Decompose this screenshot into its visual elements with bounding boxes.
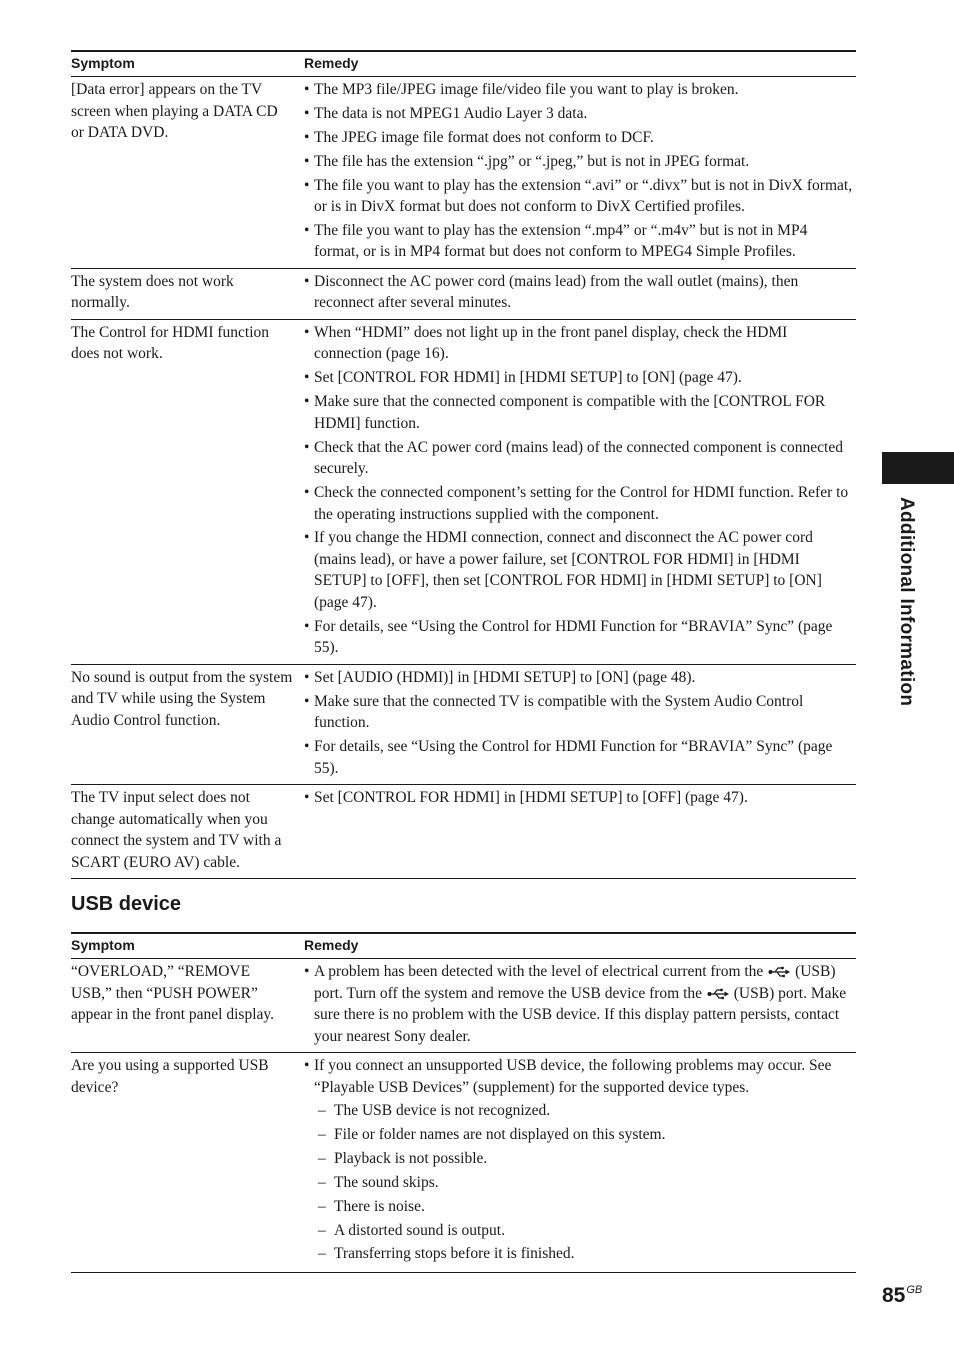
remedy-item: • Check that the AC power cord (mains lead) of the connected component is connected securely. [304, 437, 856, 480]
page-number [882, 1284, 922, 1308]
remedy-cell [304, 268, 856, 319]
sub-item: – The sound skips. [304, 1172, 856, 1194]
troubleshooting-table-hdmi [71, 50, 856, 879]
remedy-item: • The file you want to play has the extension “.avi” or “.divx” but is not in DivX format, or is in DivX format but does not conform to DivX Certified profiles. [304, 175, 856, 218]
sub-item: – Playback is not possible. [304, 1148, 856, 1170]
remedy-cell [304, 959, 856, 1053]
table-row [71, 785, 856, 879]
symptom-header: Symptom [71, 933, 304, 959]
table-header-row [71, 933, 856, 959]
remedy-item: • Disconnect the AC power cord (mains lead) from the wall outlet (mains), then reconnect after several minutes. [304, 271, 856, 314]
symptom-header: Symptom [71, 51, 304, 77]
remedy-item: • For details, see “Using the Control for HDMI Function for “BRAVIA” Sync” (page 55). [304, 736, 856, 779]
sub-item-list [304, 1100, 856, 1265]
table-row [71, 268, 856, 319]
sub-item: – Transferring stops before it is finished. [304, 1243, 856, 1265]
remedy-list [304, 79, 856, 263]
symptom-cell: Are you using a supported USB device? [71, 1053, 304, 1273]
section-title-usb-device: USB device [71, 893, 182, 916]
remedy-item: • Make sure that the connected component is compatible with the [CONTROL FOR HDMI] function. [304, 391, 856, 434]
section-tab-marker [882, 452, 954, 484]
remedy-item: • Make sure that the connected TV is compatible with the System Audio Control function. [304, 691, 856, 734]
sub-item: – File or folder names are not displayed on this system. [304, 1124, 856, 1146]
section-tab-label: Additional Information [896, 497, 917, 707]
usb-icon [768, 966, 790, 978]
remedy-header: Remedy [304, 933, 856, 959]
remedy-item: • When “HDMI” does not light up in the front panel display, check the HDMI connection (page 16). [304, 322, 856, 365]
symptom-cell: [Data error] appears on the TV screen when playing a DATA CD or DATA DVD. [71, 77, 304, 269]
sub-item: – The USB device is not recognized. [304, 1100, 856, 1122]
table-header-row [71, 51, 856, 77]
remedy-item: • The file you want to play has the extension “.mp4” or “.m4v” but is not in MP4 format, or is in MP4 format but does not conform to MPEG4 Simple Profiles. [304, 220, 856, 263]
remedy-item: • For details, see “Using the Control for HDMI Function for “BRAVIA” Sync” (page 55). [304, 616, 856, 659]
troubleshooting-table-usb [71, 932, 856, 1273]
remedy-item: • The file has the extension “.jpg” or “.jpeg,” but is not in JPEG format. [304, 151, 856, 173]
sub-item: – There is noise. [304, 1196, 856, 1218]
symptom-cell: The TV input select does not change automatically when you connect the system and TV with a SCART (EURO AV) cable. [71, 785, 304, 879]
remedy-list [304, 961, 856, 1047]
table-row [71, 959, 856, 1053]
remedy-list [304, 1055, 856, 1098]
remedy-cell [304, 77, 856, 269]
remedy-item: • Set [CONTROL FOR HDMI] in [HDMI SETUP] to [OFF] (page 47). [304, 787, 856, 809]
symptom-cell: No sound is output from the system and TV while using the System Audio Control function. [71, 664, 304, 784]
table-row [71, 1053, 856, 1273]
remedy-list [304, 787, 856, 809]
remedy-list [304, 271, 856, 314]
symptom-cell: The Control for HDMI function does not work. [71, 319, 304, 664]
remedy-text: (USB) port. Make sure there is no problem with the USB device. If this display pattern persists, contact your nearest Sony dealer. [314, 984, 847, 1045]
symptom-cell: “OVERLOAD,” “REMOVE USB,” then “PUSH POWER” appear in the front panel display. [71, 959, 304, 1053]
remedy-cell [304, 785, 856, 879]
remedy-text: If you connect an unsupported USB device, the following problems may occur. See “Playable USB Devices” (supplement) for the supported device types. [314, 1057, 832, 1096]
page-content [71, 50, 856, 1273]
remedy-item: • The JPEG image file format does not conform to DCF. [304, 127, 856, 149]
remedy-item: • If you change the HDMI connection, connect and disconnect the AC power cord (mains lead), or have a power failure, set [CONTROL FOR HDMI] in [HDMI SETUP] to [OFF], then set [CONTROL FOR HDMI] in [HDMI SETUP] to [ON] (page 47). [304, 527, 856, 613]
remedy-item: • The MP3 file/JPEG image file/video file you want to play is broken. [304, 79, 856, 101]
table-row [71, 664, 856, 784]
table-row [71, 77, 856, 269]
remedy-text: A problem has been detected with the level of electrical current from the [314, 963, 764, 981]
remedy-list [304, 322, 856, 659]
symptom-cell: The system does not work normally. [71, 268, 304, 319]
remedy-cell [304, 664, 856, 784]
remedy-item: • The data is not MPEG1 Audio Layer 3 data. [304, 103, 856, 125]
remedy-item: • Set [AUDIO (HDMI)] in [HDMI SETUP] to [ON] (page 48). [304, 667, 856, 689]
remedy-item [304, 961, 856, 1047]
remedy-cell [304, 319, 856, 664]
remedy-cell [304, 1053, 856, 1273]
remedy-item [304, 1055, 856, 1098]
remedy-list [304, 667, 856, 779]
remedy-item: • Set [CONTROL FOR HDMI] in [HDMI SETUP] to [ON] (page 47). [304, 367, 856, 389]
usb-icon [707, 988, 729, 1000]
table-row [71, 319, 856, 664]
sub-item: – A distorted sound is output. [304, 1220, 856, 1242]
page-number-value: 85 [882, 1284, 906, 1307]
remedy-item: • Check the connected component’s setting for the Control for HDMI function. Refer to the operating instructions supplied with the component. [304, 482, 856, 525]
remedy-header: Remedy [304, 51, 856, 77]
page-number-suffix: GB [906, 1284, 923, 1296]
remedy-text: (USB) port. Turn off the system and remove the USB device from the [314, 963, 836, 1002]
